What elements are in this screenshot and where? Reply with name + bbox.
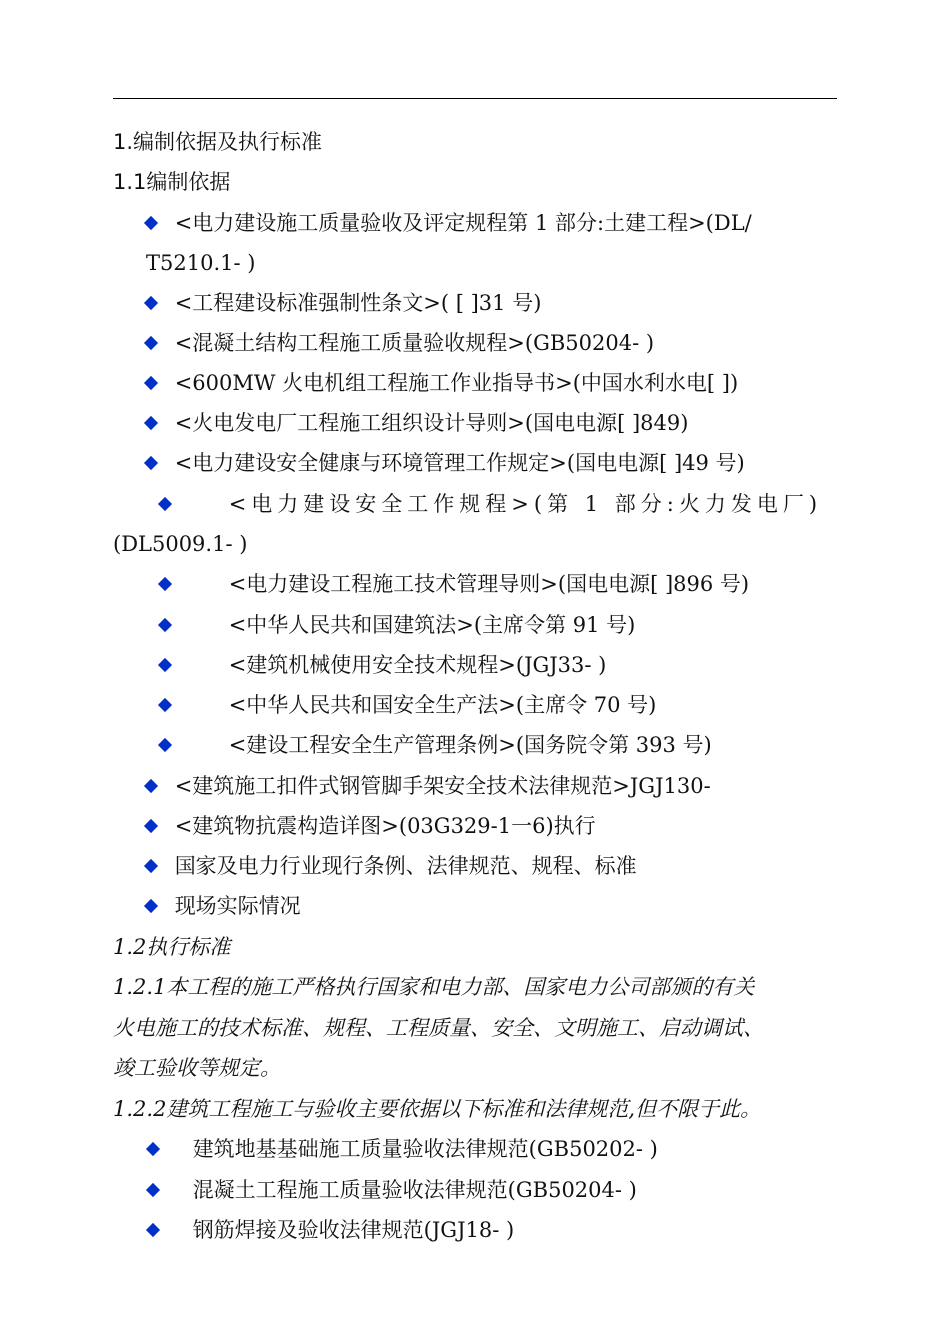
list-item: <中华人民共和国安全生产法>(主席令 70 号) xyxy=(160,685,656,725)
diamond-bullet-icon xyxy=(144,215,158,229)
list-item: <电力建设施工质量验收及评定规程第 1 部分:土建工程>(DL/ xyxy=(146,203,752,243)
diamond-bullet-icon xyxy=(158,576,172,590)
list-item: <600MW 火电机组工程施工作业指导书>(中国水利水电[ ]) xyxy=(146,363,738,403)
list-item: <火电发电厂工程施工组织设计导则>(国电电源[ ]849) xyxy=(146,403,688,443)
list-item: 混凝土工程施工质量验收法律规范(GB50204- ) xyxy=(148,1170,637,1210)
list-item: 国家及电力行业现行条例、法律规范、规程、标准 xyxy=(146,846,637,886)
list-item: <建筑施工扣件式钢管脚手架安全技术法律规范>JGJ130- xyxy=(146,766,711,806)
diamond-bullet-icon xyxy=(158,737,172,751)
list-item-continuation: (DL5009.1- ) xyxy=(113,532,248,556)
list-item: 现场实际情况 xyxy=(146,886,301,926)
heading-1-1: 1.1编制依据 xyxy=(113,170,231,194)
header-rule xyxy=(113,98,837,99)
list-item: <建设工程安全生产管理条例>(国务院令第 393 号) xyxy=(160,725,712,765)
list-item: <建筑机械使用安全技术规程>(JGJ33- ) xyxy=(160,645,606,685)
diamond-bullet-icon xyxy=(144,375,158,389)
heading-1: 1.编制依据及执行标准 xyxy=(113,130,323,154)
paragraph-line: 竣工验收等规定。 xyxy=(113,1056,281,1080)
diamond-bullet-icon xyxy=(144,455,158,469)
diamond-bullet-icon xyxy=(146,1141,160,1155)
list-item-continuation: T5210.1- ) xyxy=(146,251,256,275)
list-item: <电力建设安全工作规程>(第 1 部分:火力发电厂) xyxy=(160,484,822,524)
paragraph-line: 1.2.2建筑工程施工与验收主要依据以下标准和法律规范,但不限于此。 xyxy=(113,1097,762,1121)
list-item: 钢筋焊接及验收法律规范(JGJ18- ) xyxy=(148,1210,514,1250)
list-item: 建筑地基基础施工质量验收法律规范(GB50202- ) xyxy=(148,1129,658,1169)
list-item: <电力建设安全健康与环境管理工作规定>(国电电源[ ]49 号) xyxy=(146,443,745,483)
diamond-bullet-icon xyxy=(144,778,158,792)
diamond-bullet-icon xyxy=(146,1182,160,1196)
diamond-bullet-icon xyxy=(144,335,158,349)
list-item: <中华人民共和国建筑法>(主席令第 91 号) xyxy=(160,605,635,645)
diamond-bullet-icon xyxy=(144,415,158,429)
diamond-bullet-icon xyxy=(144,818,158,832)
diamond-bullet-icon xyxy=(146,1222,160,1236)
diamond-bullet-icon xyxy=(158,617,172,631)
diamond-bullet-icon xyxy=(144,295,158,309)
heading-1-2: 1.2执行标准 xyxy=(113,935,231,959)
paragraph-line: 火电施工的技术标准、规程、工程质量、安全、文明施工、启动调试、 xyxy=(113,1016,764,1040)
list-item: <建筑物抗震构造详图>(03G329-1一6)执行 xyxy=(146,806,596,846)
paragraph-line: 1.2.1本工程的施工严格执行国家和电力部、国家电力公司部颁的有关 xyxy=(113,975,755,999)
diamond-bullet-icon xyxy=(158,496,172,510)
diamond-bullet-icon xyxy=(144,858,158,872)
list-item: <电力建设工程施工技术管理导则>(国电电源[ ]896 号) xyxy=(160,564,749,604)
diamond-bullet-icon xyxy=(158,657,172,671)
diamond-bullet-icon xyxy=(144,898,158,912)
diamond-bullet-icon xyxy=(158,697,172,711)
list-item: <混凝土结构工程施工质量验收规程>(GB50204- ) xyxy=(146,323,654,363)
list-item: <工程建设标准强制性条文>( [ ]31 号) xyxy=(146,283,541,323)
